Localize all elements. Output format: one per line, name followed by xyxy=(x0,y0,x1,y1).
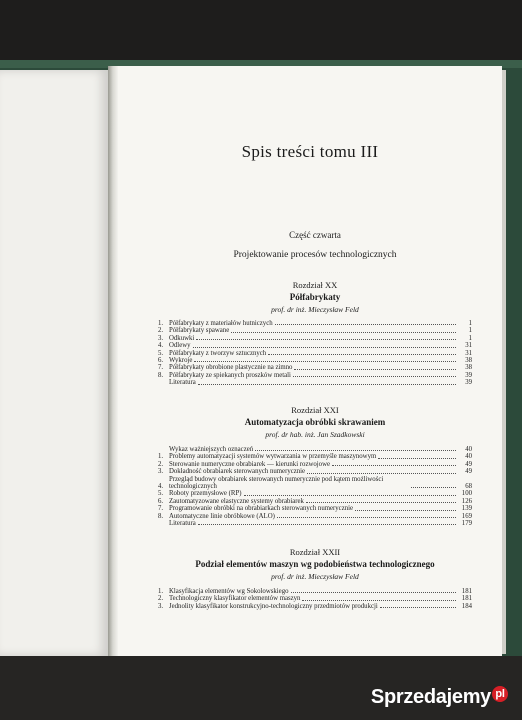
toc-entry-page: 139 xyxy=(461,505,472,513)
toc-entry-number: 4. xyxy=(158,342,164,350)
toc-leader-dots xyxy=(196,339,456,340)
chapter-22-number: Rozdział XXII xyxy=(289,547,341,557)
toc-entry-label: Literatura xyxy=(169,379,196,387)
toc-leader-dots xyxy=(275,324,456,325)
toc-entry-label: Technologiczny klasyfikator elementów maszyn xyxy=(169,595,301,603)
toc-leader-dots xyxy=(277,517,456,518)
chapter-20-title: Półfabrykaty xyxy=(289,292,341,302)
toc-entry-label: Odkuwki xyxy=(169,334,195,342)
toc-leader-dots xyxy=(193,347,456,348)
toc-entry-number: 1. xyxy=(158,320,164,327)
toc-entry xyxy=(158,461,472,468)
toc-entry-page: 1 xyxy=(468,320,472,327)
part-label: Część czwarta xyxy=(289,230,341,240)
toc-entry-number: 8. xyxy=(158,512,164,520)
toc-entry xyxy=(158,453,472,460)
toc-leader-dots xyxy=(255,450,456,451)
toc-leader-dots xyxy=(231,332,456,333)
toc-leader-dots xyxy=(244,495,457,496)
toc-entry-page: 1 xyxy=(468,334,472,342)
toc-entry-label: Półfabrykaty obrobione plastycznie na zimno xyxy=(169,364,293,372)
toc-entry-number: 2. xyxy=(158,460,164,468)
toc-entry-label: Półfabrykaty spawane xyxy=(169,327,230,335)
toc-entry-label: Programowanie obróbki na obrabiarkach sterowanych numerycznie xyxy=(169,505,354,513)
toc-entry-page: 68 xyxy=(465,483,472,491)
toc-entry-page: 126 xyxy=(461,497,472,505)
toc-entry xyxy=(158,595,472,602)
toc-entry-label: Wykroje xyxy=(169,357,193,365)
chapter-22-author: prof. dr inż. Mieczysław Feld xyxy=(271,572,359,581)
toc-entry-number: 3. xyxy=(158,602,164,610)
toc-leader-dots xyxy=(268,354,456,355)
toc-entry-label: Przegląd budowy obrabiarek sterowanych numerycznie pod kątem możliwości technologicznych xyxy=(169,475,384,491)
toc-entry-label: Problemy automatyzacji systemów wytwarzania w przemyśle maszynowym xyxy=(169,453,377,461)
toc-entry-label: Klasyfikacja elementów wg Sokolowskiego xyxy=(169,588,289,595)
toc-entry-number: 1. xyxy=(158,453,164,461)
toc-entry xyxy=(158,327,472,334)
toc-entry xyxy=(158,379,472,386)
toc-entry-number: 7. xyxy=(158,505,164,513)
toc-entry-label: Półfabrykaty z tworzyw sztucznych xyxy=(169,349,267,357)
toc-entry-number: 2. xyxy=(158,595,164,603)
toc-entry xyxy=(158,446,472,453)
toc-entry-label: Roboty przemysłowe (RP) xyxy=(169,490,242,498)
toc-entry xyxy=(158,513,472,520)
toc-entry-page: 100 xyxy=(461,490,472,498)
watermark-badge: pl xyxy=(492,686,508,702)
toc-entry-label: Półfabrykaty z materiałów hutniczych xyxy=(169,320,273,327)
chapter-22-entries xyxy=(158,588,472,610)
toc-entry-number: 5. xyxy=(158,349,164,357)
toc-entry-label: Dokładność obrabiarek sterowanych numerycznie xyxy=(169,468,306,476)
toc-entry-page: 31 xyxy=(465,349,472,357)
chapter-21-author: prof. dr hab. inż. Jan Szadkowski xyxy=(265,430,365,439)
toc-entry xyxy=(158,505,472,512)
toc-leader-dots xyxy=(293,376,456,377)
toc-entry-number: 7. xyxy=(158,364,164,372)
toc-entry-page: 39 xyxy=(465,371,472,379)
toc-entry xyxy=(158,357,472,364)
toc-entry xyxy=(158,603,472,610)
chapter-20-entries xyxy=(158,320,472,387)
watermark-logo xyxy=(371,686,508,709)
toc-entry-label: Zautomatyzowane elastyczne systemy obrabiarek xyxy=(169,497,304,505)
toc-leader-dots xyxy=(332,465,456,466)
chapter-20-author: prof. dr inż. Mieczysław Feld xyxy=(271,305,359,314)
toc-entry-page: 181 xyxy=(461,595,472,603)
toc-entry-page: 40 xyxy=(465,446,472,453)
page-title: Spis treści tomu III xyxy=(241,142,379,161)
toc-entry-label: Automatyczne linie obróbkowe (ALO) xyxy=(169,512,275,520)
toc-entry-number: 5. xyxy=(158,490,164,498)
chapter-20-number: Rozdział XX xyxy=(292,280,338,290)
toc-entry-page: 38 xyxy=(465,364,472,372)
toc-entry-number: 1. xyxy=(158,588,164,595)
toc-entry-number: 3. xyxy=(158,468,164,476)
toc-entry-page: 31 xyxy=(465,342,472,350)
toc-entry xyxy=(158,372,472,379)
chapter-21-title: Automatyzacja obróbki skrawaniem xyxy=(244,417,386,427)
toc-entry-page: 49 xyxy=(465,468,472,476)
toc-entry-label: Półfabrykaty ze spiekanych proszków metali xyxy=(169,371,291,379)
toc-leader-dots xyxy=(307,473,456,474)
toc-entry xyxy=(158,468,472,475)
toc-entry-number: 4. xyxy=(158,483,164,491)
book-gutter xyxy=(108,66,118,660)
chapter-21-number: Rozdział XXI xyxy=(291,405,339,415)
toc-leader-dots xyxy=(302,600,456,601)
toc-entry-label: Jednolity klasyfikator konstrukcyjno-technologiczny przedmiotów produkcji xyxy=(169,602,378,610)
chapter-21-entries xyxy=(158,446,472,527)
toc-entry-number: 6. xyxy=(158,357,164,365)
toc-entry xyxy=(158,320,472,327)
watermark-text: Sprzedajemy xyxy=(370,686,491,708)
toc-leader-dots xyxy=(198,524,456,525)
toc-leader-dots xyxy=(306,502,456,503)
toc-entry-number: 6. xyxy=(158,497,164,505)
toc-entry-label: Odlewy xyxy=(169,342,191,350)
toc-entry-page: 169 xyxy=(461,512,472,520)
toc-entry xyxy=(158,364,472,371)
toc-entry-label: Sterowanie numeryczne obrabiarek — kierunki rozwojowe xyxy=(169,460,330,468)
toc-leader-dots xyxy=(380,607,456,608)
toc-entry xyxy=(158,490,472,497)
toc-leader-dots xyxy=(291,592,457,593)
toc-leader-dots xyxy=(355,510,456,511)
toc-entry-label: Wykaz ważniejszych oznaczeń xyxy=(169,446,254,453)
toc-entry xyxy=(158,520,472,527)
part-title: Projektowanie procesów technologicznych xyxy=(233,250,397,260)
toc-entry-page: 184 xyxy=(461,602,472,610)
toc-entry-number: 2. xyxy=(158,327,164,335)
toc-entry-page: 39 xyxy=(465,379,472,387)
toc-leader-dots xyxy=(294,369,456,370)
toc-entry-label: Literatura xyxy=(169,520,196,528)
chapter-22-title: Podział elementów maszyn wg podobieństwa technologicznego xyxy=(195,559,435,569)
toc-entry xyxy=(158,335,472,342)
toc-leader-dots xyxy=(411,487,456,488)
toc-leader-dots xyxy=(198,384,456,385)
toc-entry-number: 8. xyxy=(158,371,164,379)
toc-entry-page: 179 xyxy=(461,520,472,528)
toc-entry-number: 3. xyxy=(158,334,164,342)
toc-entry xyxy=(158,350,472,357)
toc-entry xyxy=(158,476,472,491)
toc-leader-dots xyxy=(194,361,456,362)
toc-entry xyxy=(158,342,472,349)
left-page xyxy=(0,70,108,656)
toc-entry-page: 1 xyxy=(468,327,472,335)
toc-entry xyxy=(158,498,472,505)
toc-entry xyxy=(158,588,472,595)
page-edge-shadow xyxy=(502,70,506,654)
toc-entry-page: 40 xyxy=(465,453,472,461)
toc-leader-dots xyxy=(378,458,456,459)
toc-entry-page: 49 xyxy=(465,460,472,468)
toc-entry-page: 38 xyxy=(465,357,472,365)
toc-entry-page: 181 xyxy=(461,588,472,595)
